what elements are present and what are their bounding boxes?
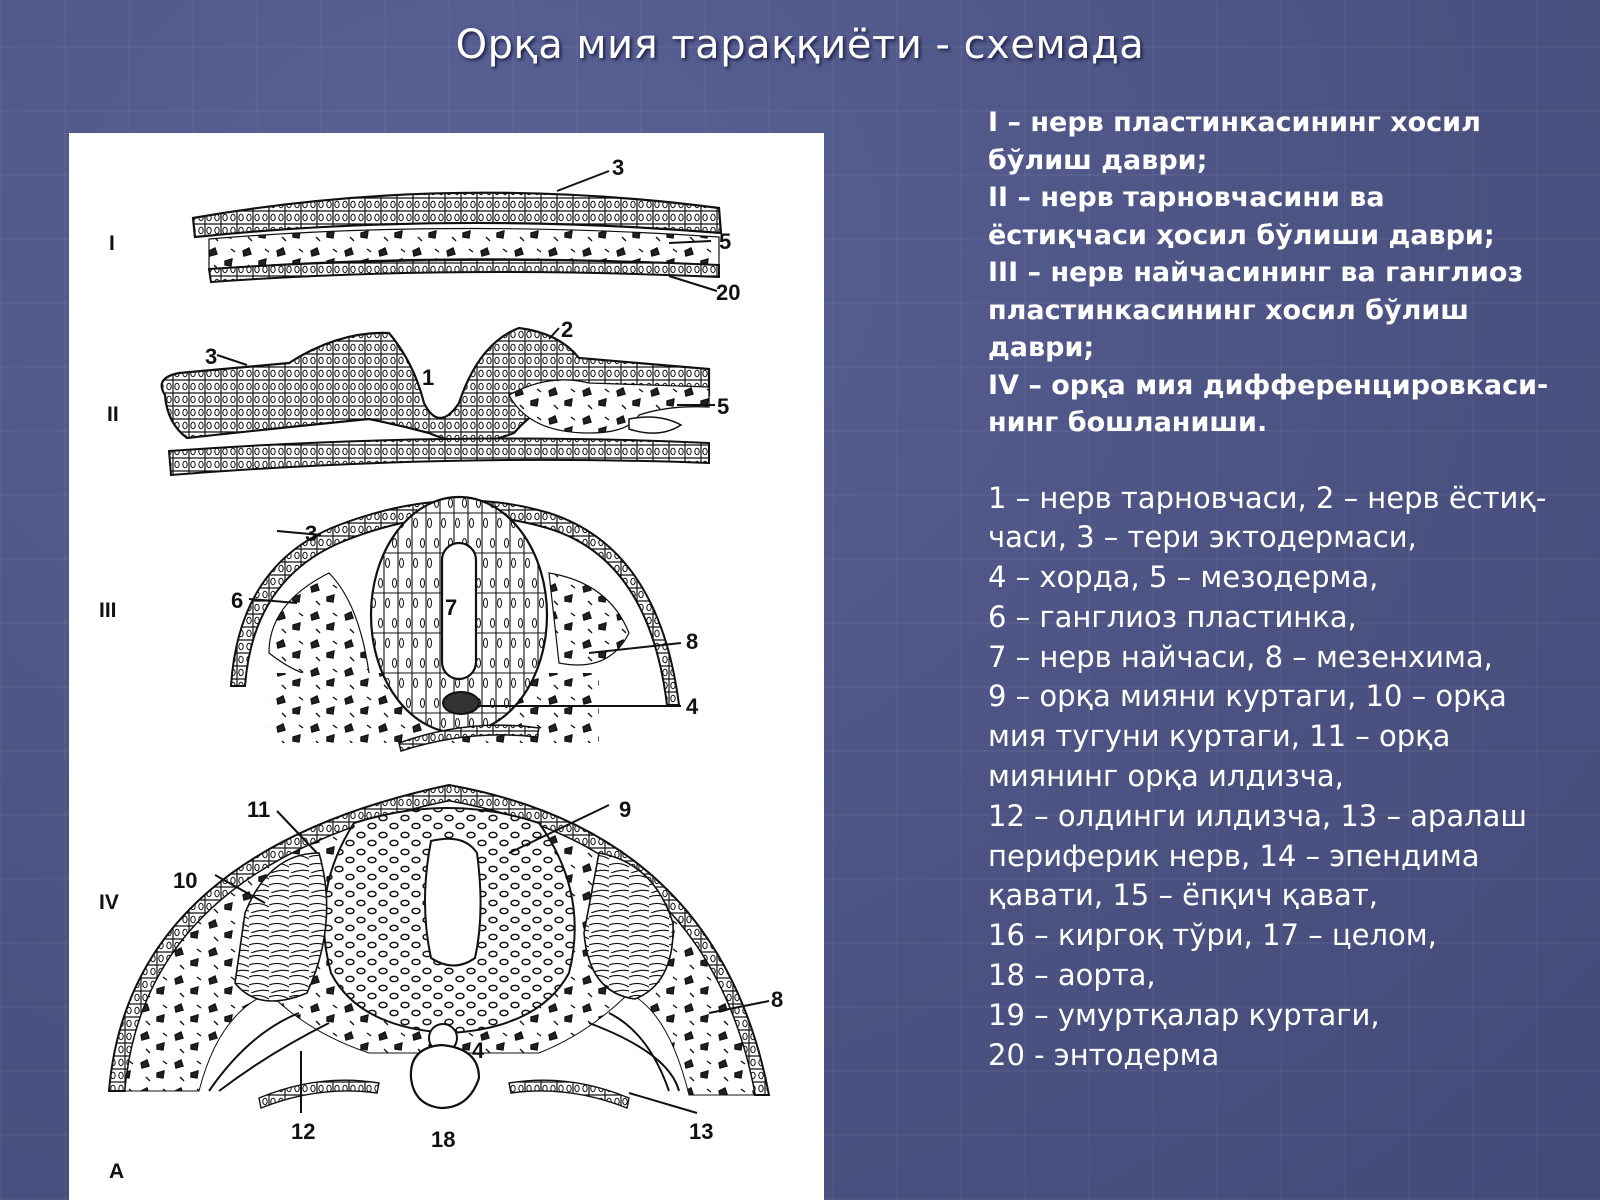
stage-II-label-1: 1 [422,365,435,390]
stage-II-label-5: 5 [717,394,730,419]
stage-IV-drawing [109,785,769,1113]
stage-IV-label-12: 12 [291,1119,316,1144]
stage-I-label-3: 3 [612,155,625,180]
stage-II-label: II [107,403,119,426]
stage-IV-label-8: 8 [771,987,784,1012]
stage-III-label-6: 6 [231,588,244,613]
stage-II-drawing [162,328,715,475]
label-description: 12 – олдинги илдизча, 13 – аралаш периферик нерв, 14 – эпендима қавати, 15 – ёпқич қават, [988,798,1527,913]
label-description: 1 – нерв тарновчаси, 2 – нерв ёстиқ- часи, 3 – тери эктодермаси, [988,480,1547,555]
stage-III-label: III [99,599,117,622]
legend-panel [988,104,1588,1075]
stage-description: II – нерв тарновчасини ва ёстиқчаси ҳосил бўлиши даври; [988,182,1495,251]
stage-II-label-2: 2 [561,317,574,342]
stage-IV-label-13: 13 [689,1119,714,1144]
figure-part-label: A [109,1160,125,1183]
stages-list [988,104,1588,442]
stage-IV-label-11: 11 [247,797,271,822]
stage-description: IV – орқа мия дифференцировкаси- нинг бошланиши. [988,369,1549,438]
stage-IV-label-10: 10 [173,868,198,893]
label-description: 4 – хорда, 5 – мезодерма, [988,560,1379,595]
spinal-cord-development-figure [69,133,824,1200]
label-description: 9 – орқа мияни куртаги, 10 – орқа мия тугуни куртаги, 11 – орқа миянинг орқа илдизча, [988,679,1507,794]
stage-I-label-20: 20 [716,280,741,305]
label-description: 19 – умуртқалар куртаги, [988,997,1380,1032]
stage-III-drawing [231,497,681,751]
stage-IV-label-4: 4 [472,1038,485,1063]
stage-description: III – нерв найчасининг ва ганглиоз пластинкасининг хосил бўлиш даври; [988,257,1524,363]
stage-III-label-8: 8 [686,629,699,654]
stage-III-label-7: 7 [445,595,458,620]
label-description: 16 – киргоқ тўри, 17 – целом, [988,918,1437,953]
stage-III-label-3: 3 [305,521,318,546]
slide-title: Орқа мия тараққиёти - схемада [455,22,1145,68]
stage-IV-label-18: 18 [431,1127,456,1152]
label-description: 18 – аорта, [988,958,1156,993]
stage-III-label-4: 4 [686,694,699,719]
figure-drawing [69,133,824,1200]
label-description: 20 - энтодерма [988,1037,1220,1072]
stage-II-label-3: 3 [205,344,218,369]
label-description: 6 – ганглиоз пластинка, [988,599,1357,634]
stage-I-label: I [109,232,115,255]
stage-description: I – нерв пластинкасининг хосил бўлиш даври; [988,107,1481,176]
stage-IV-label: IV [99,891,119,914]
stage-I-label-5: 5 [719,229,732,254]
label-description: 7 – нерв найчаси, 8 – мезенхима, [988,639,1493,674]
stage-I-drawing [193,171,721,291]
labels-list [988,479,1588,1076]
stage-IV-label-9: 9 [619,797,632,822]
